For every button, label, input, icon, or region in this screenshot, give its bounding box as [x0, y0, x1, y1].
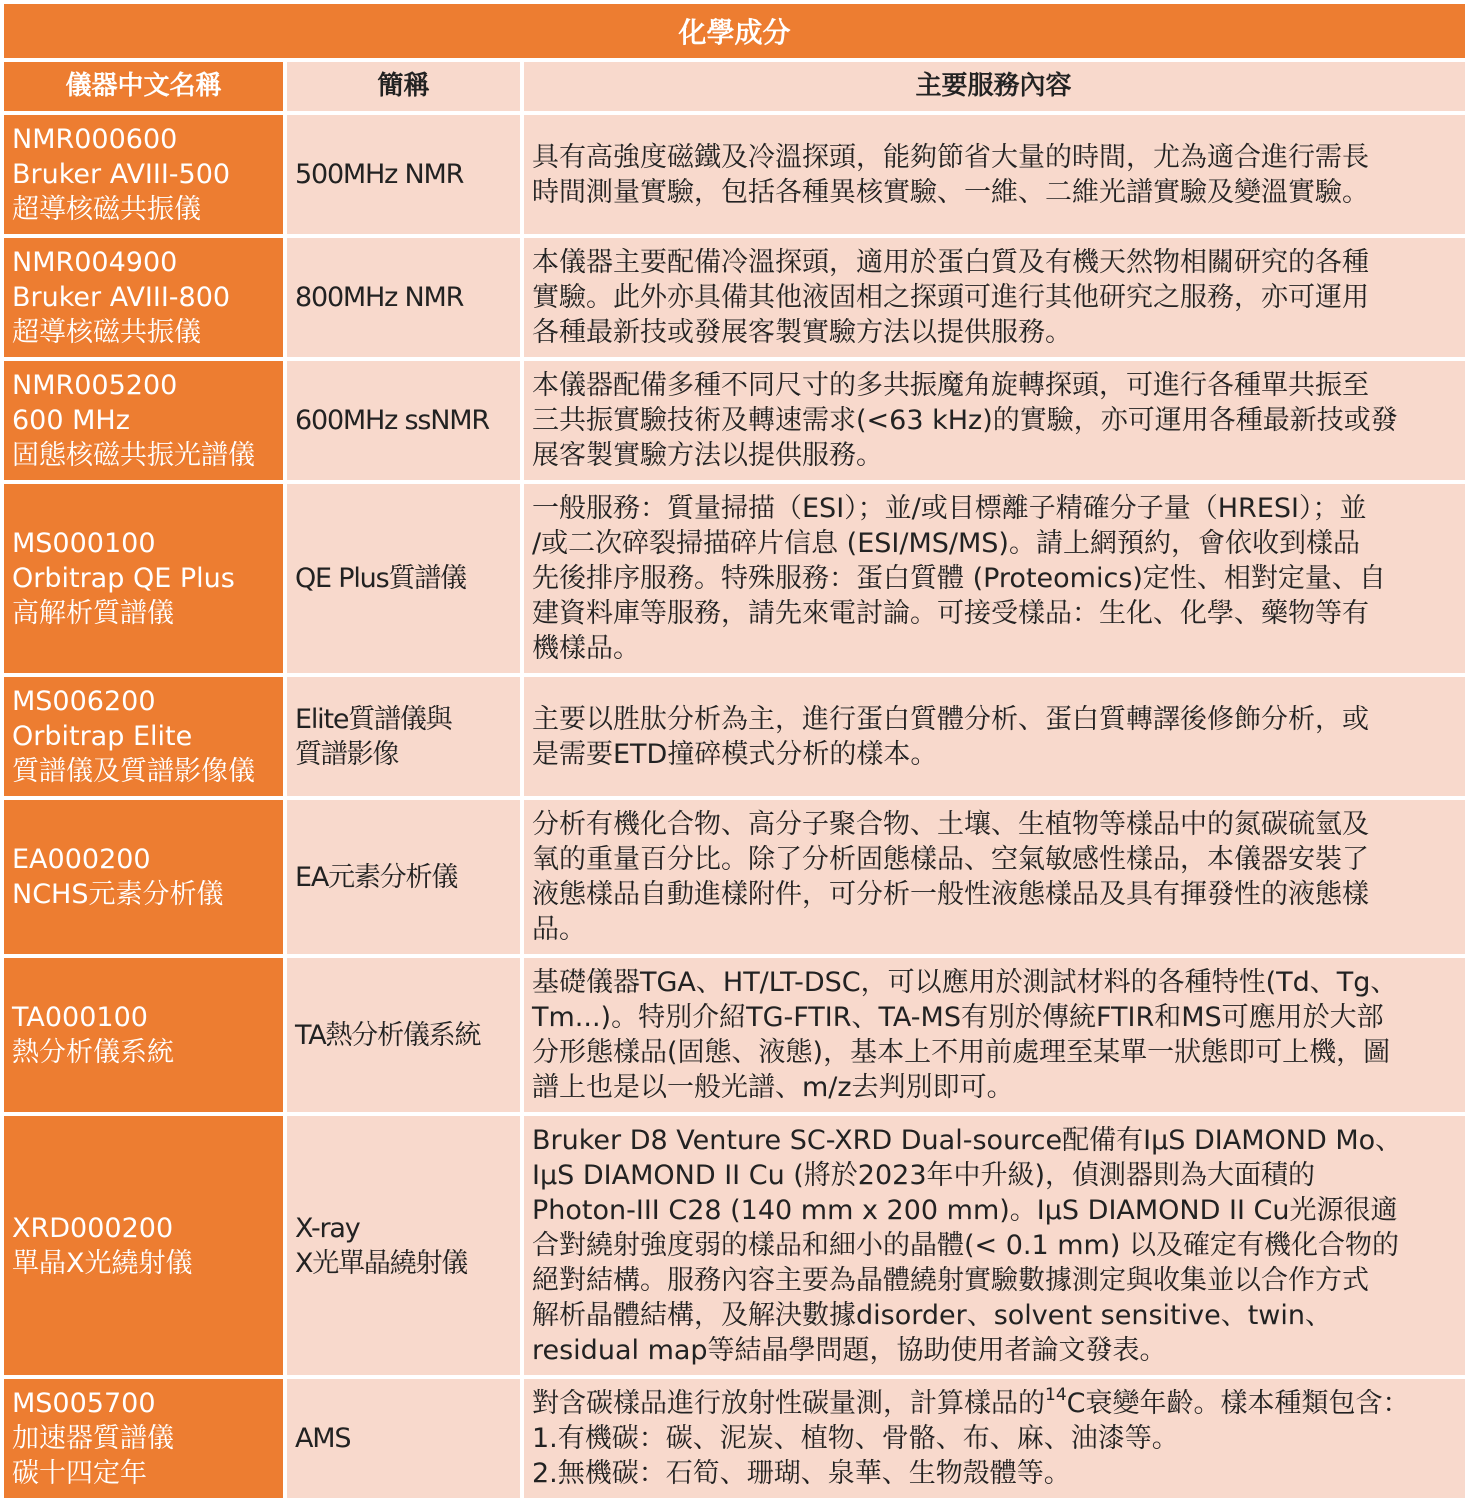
short-name: EA元素分析儀 [295, 861, 458, 893]
short-name: 500MHz NMR [295, 159, 464, 190]
isotope-superscript: 14 [1045, 1385, 1067, 1405]
short-name: Elite質譜儀與 質譜影像 [295, 703, 452, 770]
short-name: 800MHz NMR [295, 282, 464, 313]
header-short-name: 簡稱 [287, 62, 520, 111]
table-title: 化學成分 [4, 4, 1465, 58]
instrument-name-cell [4, 484, 283, 673]
service-content-cell [524, 958, 1465, 1112]
short-name: AMS [295, 1423, 351, 1454]
short-name: X-ray X光單晶繞射儀 [295, 1212, 468, 1279]
instrument-name: EA000200 NCHS元素分析儀 [12, 844, 224, 910]
service-content: 本儀器配備多種不同尺寸的多共振魔角旋轉探頭，可進行各種單共振至 三共振實驗技術及轉速需求(<63 kHz)的實驗，亦可運用各種最新技或發 展客製實驗方法以提供服務。 [532, 370, 1398, 471]
service-content: 分析有機化合物、高分子聚合物、土壤、生植物等樣品中的氮碳硫氫及 氧的重量百分比。除了分析固態樣品、空氣敏感性樣品，本儀器安裝了 液態樣品自動進樣附件，可分析一般性液態樣品及具有揮發性的液態樣 品。 [532, 809, 1369, 945]
service-content-rest: 1.有機碳：碳、泥炭、植物、骨骼、布、麻、油漆等。 2.無機碳：石筍、珊瑚、泉華、生物殼體等。 [532, 1423, 1179, 1489]
service-content: 基礎儀器TGA、HT/LT-DSC，可以應用於測試材料的各種特性(Td、Tg、 Tm...)。特別介紹TG-FTIR、TA-MS有別於傳統FTIR和MS可應用於大部 分形態樣品(固態、液態)，基本上不用前處理至某單一狀態即可上機，圖 譜上也是以一般光譜、m/z去判別即可。 [532, 967, 1398, 1103]
instrument-name: NMR000600 Bruker AVIII-500 超導核磁共振儀 [12, 124, 231, 225]
instrument-name-cell [4, 238, 283, 357]
instrument-name: MS000100 Orbitrap QE Plus 高解析質譜儀 [12, 528, 235, 629]
service-content-cell [524, 238, 1465, 357]
service-content-cell [524, 1379, 1465, 1498]
service-content-cell [524, 115, 1465, 234]
service-content-cell [524, 484, 1465, 673]
service-content: 本儀器主要配備冷溫探頭，適用於蛋白質及有機天然物相關研究的各種 實驗。此外亦具備其他液固相之探頭可進行其他研究之服務，亦可運用 各種最新技或發展客製實驗方法以提供服務。 [532, 247, 1369, 348]
service-content-cell [524, 1116, 1465, 1375]
instrument-name-cell [4, 361, 283, 480]
instrument-name: XRD000200 單晶X光繞射儀 [12, 1212, 193, 1279]
service-content: Bruker D8 Venture SC-XRD Dual-source配備有IμS DIAMOND Mo、 IμS DIAMOND II Cu (將於2023年中升級)，偵測器則為大面積的 Photon-III C28 (140 mm x 200 mm)。IμS DIAMOND II Cu光源很適 合對繞射強度弱的樣品和細小的晶體(< 0.1 mm) 以及確定有機化合物的 絕對結構。服務內容主要為晶體繞射實驗數據測定與收集並以合作方式 解析晶體結構，及解決數據disorder、solvent sensitive、twin、 residual map等結晶學問題，協助使用者論文發表。 [532, 1125, 1403, 1366]
instrument-name: NMR004900 Bruker AVIII-800 超導核磁共振儀 [12, 247, 231, 348]
instrument-name-cell [4, 115, 283, 234]
service-content: 一般服務：質量掃描（ESI）；並/或目標離子精確分子量（HRESI）；並 /或二次碎裂掃描碎片信息 (ESI/MS/MS)。請上網預約，會依收到樣品 先後排序服務。特殊服務：蛋白質體 (Proteomics)定性、相對定量、自 建資料庫等服務，請先來電討論。可接受樣品：生化、化學、藥物等有 機樣品。 [532, 493, 1386, 664]
instrument-name: TA000100 熱分析儀系統 [12, 1002, 174, 1068]
service-content-cell [524, 800, 1465, 954]
instrument-name: NMR005200 600 MHz 固態核磁共振光譜儀 [12, 370, 255, 471]
short-name-cell [287, 800, 520, 954]
instrument-name-cell [4, 958, 283, 1112]
service-content [532, 1386, 1410, 1491]
short-name-cell [287, 677, 520, 796]
short-name-cell [287, 1379, 520, 1498]
instrument-name-cell [4, 1379, 283, 1498]
header-service-content: 主要服務內容 [524, 62, 1465, 111]
short-name: QE Plus質譜儀 [295, 563, 466, 594]
short-name-cell [287, 958, 520, 1112]
short-name-cell [287, 484, 520, 673]
instrument-name-cell [4, 1116, 283, 1375]
instrument-name-cell [4, 677, 283, 796]
service-content-line1-post: C衰變年齡。樣本種類包含： [1066, 1388, 1410, 1419]
short-name: 600MHz ssNMR [295, 405, 489, 436]
short-name-cell [287, 361, 520, 480]
short-name: TA熱分析儀系統 [295, 1019, 481, 1051]
short-name-cell [287, 1116, 520, 1375]
service-content-cell [524, 677, 1465, 796]
instrument-name: MS006200 Orbitrap Elite 質譜儀及質譜影像儀 [12, 686, 255, 787]
service-content: 具有高強度磁鐵及冷溫探頭，能夠節省大量的時間，尤為適合進行需長 時間測量實驗，包括各種異核實驗、一維、二維光譜實驗及變溫實驗。 [532, 141, 1369, 208]
header-instrument-name: 儀器中文名稱 [4, 62, 283, 111]
short-name-cell [287, 115, 520, 234]
service-content: 主要以胜肽分析為主，進行蛋白質體分析、蛋白質轉譯後修飾分析，或 是需要ETD撞碎模式分析的樣本。 [532, 703, 1369, 770]
service-content-cell [524, 361, 1465, 480]
service-content-line1-pre: 對含碳樣品進行放射性碳量測，計算樣品的 [532, 1388, 1045, 1419]
instrument-name-cell [4, 800, 283, 954]
short-name-cell [287, 238, 520, 357]
instrument-name: MS005700 加速器質譜儀 碳十四定年 [12, 1388, 174, 1489]
